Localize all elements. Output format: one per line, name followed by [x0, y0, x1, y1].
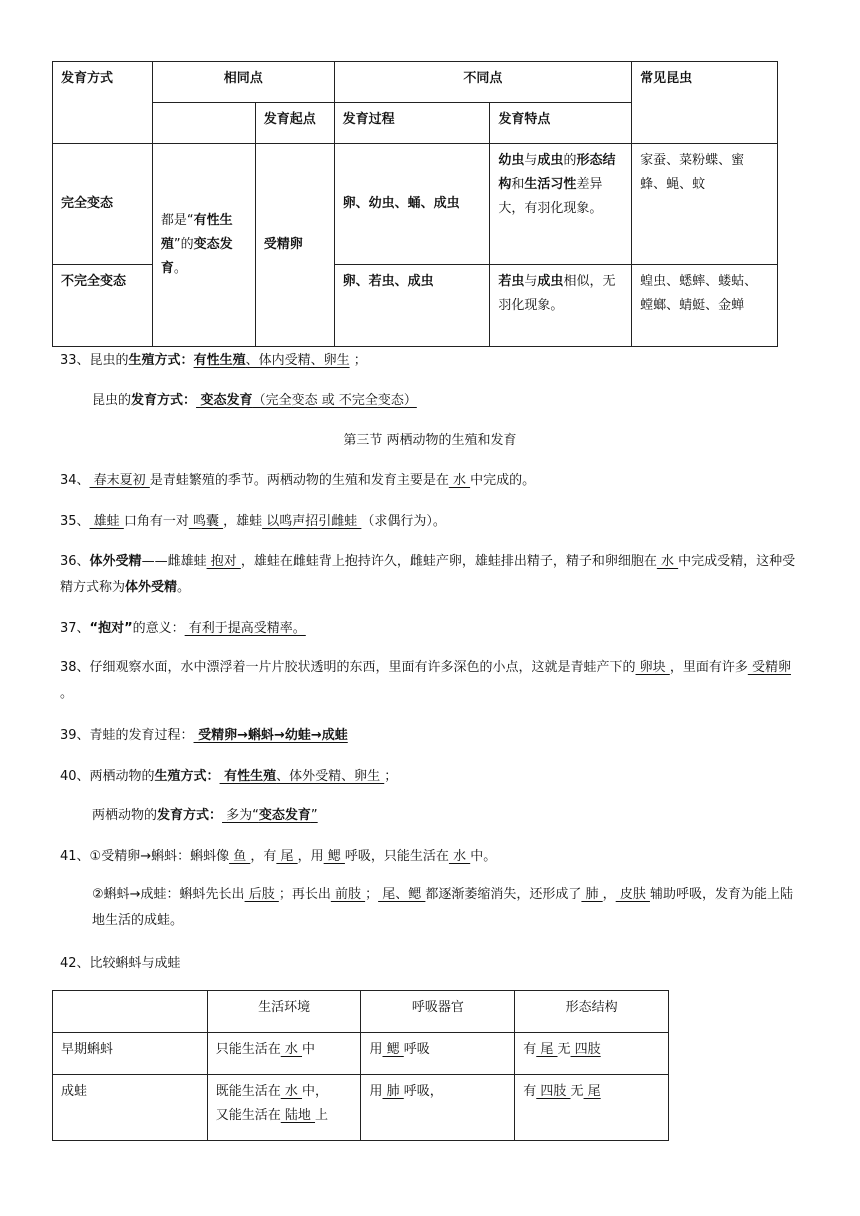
q41-line2: ②蝌蚪→成蛙：蝌蚪先长出 后肢 ；再长出 前肢 ； 尾、鳃 都逐渐萎缩消失，还形成了 肺 ， 皮肤 辅助呼吸，发育为能上陆地生活的成蛙。 [92, 887, 793, 928]
q36: 36、体外受精——雌雄蛙 抱对 ，雄蛙在雌蛙背上抱持许久，雌蛙产卵，雄蛙排出精子，精子和卵细胞在 水 中完成受精，这种受精方式称为体外受精。 [60, 554, 796, 595]
q38: 38、仔细观察水面，水中漂浮着一片片胶状透明的东西，里面有许多深色的小点，这就是青蛙产下的 卵块 ，里面有许多 受精卵 。 [60, 660, 791, 701]
complete-process-cell: 卵、幼虫、蛹、成虫 [334, 144, 490, 265]
t2-tadpole-env: 只能生活在 水 中 [207, 1033, 361, 1075]
q33-line1: 33、昆虫的生殖方式：有性生殖、体内受精、卵生 ； [60, 353, 367, 368]
incomplete-feature-cell: 若虫与成虫相似，无羽化现象。 [490, 265, 632, 347]
t2-frog-form: 有 四肢 无 尾 [515, 1075, 669, 1141]
section-title: 第三节 两栖动物的生殖和发育 [343, 433, 517, 448]
q40-line1: 40、两栖动物的生殖方式： 有性生殖、体外受精、卵生 ； [60, 769, 398, 784]
t2-tadpole-form: 有 尾 无 四肢 [515, 1033, 669, 1075]
row-incomplete-mode: 不完全变态 [53, 265, 153, 347]
header-dev-feature: 发育特点 [490, 103, 632, 144]
t2-row-tadpole-label: 早期蝌蚪 [53, 1033, 208, 1075]
q41-line1: 41、①受精卵→蝌蚪：蝌蚪像 鱼 ，有 尾 ，用 鳃 呼吸，只能生活在 水 中。 [60, 849, 497, 864]
header-similarity: 相同点 [152, 62, 334, 103]
q42-title: 42、比较蝌蚪与成蛙 [60, 956, 181, 971]
t2-header-resp: 呼吸器官 [361, 991, 515, 1033]
t2-header-form: 形态结构 [515, 991, 669, 1033]
t2-tadpole-resp: 用 鳃 呼吸 [361, 1033, 515, 1075]
t2-frog-resp: 用 肺 呼吸， [361, 1075, 515, 1141]
header-dev-mode: 发育方式 [53, 62, 153, 144]
header-difference: 不同点 [334, 62, 632, 103]
header-dev-process: 发育过程 [334, 103, 490, 144]
header-common-insects: 常见昆虫 [632, 62, 778, 144]
q34: 34、 春末夏初 是青蛙繁殖的季节。两栖动物的生殖和发育主要是在 水 中完成的。 [60, 473, 536, 488]
q33-line2: 昆虫的发育方式： 变态发育（完全变态 或 不完全变态） [92, 393, 417, 408]
row-complete-mode: 完全变态 [53, 144, 153, 265]
header-dev-start: 发育起点 [255, 103, 334, 144]
similarity-cell: 都是“有性生殖”的变态发育。 [152, 144, 255, 347]
q37: 37、“抱对”的意义： 有利于提高受精率。 [60, 621, 306, 636]
q39: 39、青蛙的发育过程： 受精卵→蝌蚪→幼蛙→成蛙 [60, 728, 348, 743]
t2-row-frog-label: 成蛙 [53, 1075, 208, 1141]
tadpole-frog-table [52, 990, 669, 1141]
metamorphosis-table [52, 61, 778, 347]
t2-header-env: 生活环境 [207, 991, 361, 1033]
dev-start-cell: 受精卵 [255, 144, 334, 347]
incomplete-insects-cell: 蝗虫、蟋蟀、蝼蛄、螳螂、蜻蜓、金蝉 [632, 265, 778, 347]
q35: 35、 雄蛙 口角有一对 鸣囊 ，雄蛙 以鸣声招引雌蛙 （求偶行为）。 [60, 514, 446, 529]
t2-header-empty [53, 991, 208, 1033]
t2-frog-env: 既能生活在 水 中， 又能生活在 陆地 上 [207, 1075, 361, 1141]
q40-line2: 两栖动物的发育方式： 多为“变态发育” [92, 808, 318, 823]
incomplete-process-cell: 卵、若虫、成虫 [334, 265, 490, 347]
header-empty-cell [152, 103, 255, 144]
complete-insects-cell: 家蚕、菜粉蝶、蜜蜂、蝇、蚊 [632, 144, 778, 265]
complete-feature-cell: 幼虫与成虫的形态结构和生活习性差异大，有羽化现象。 [490, 144, 632, 265]
